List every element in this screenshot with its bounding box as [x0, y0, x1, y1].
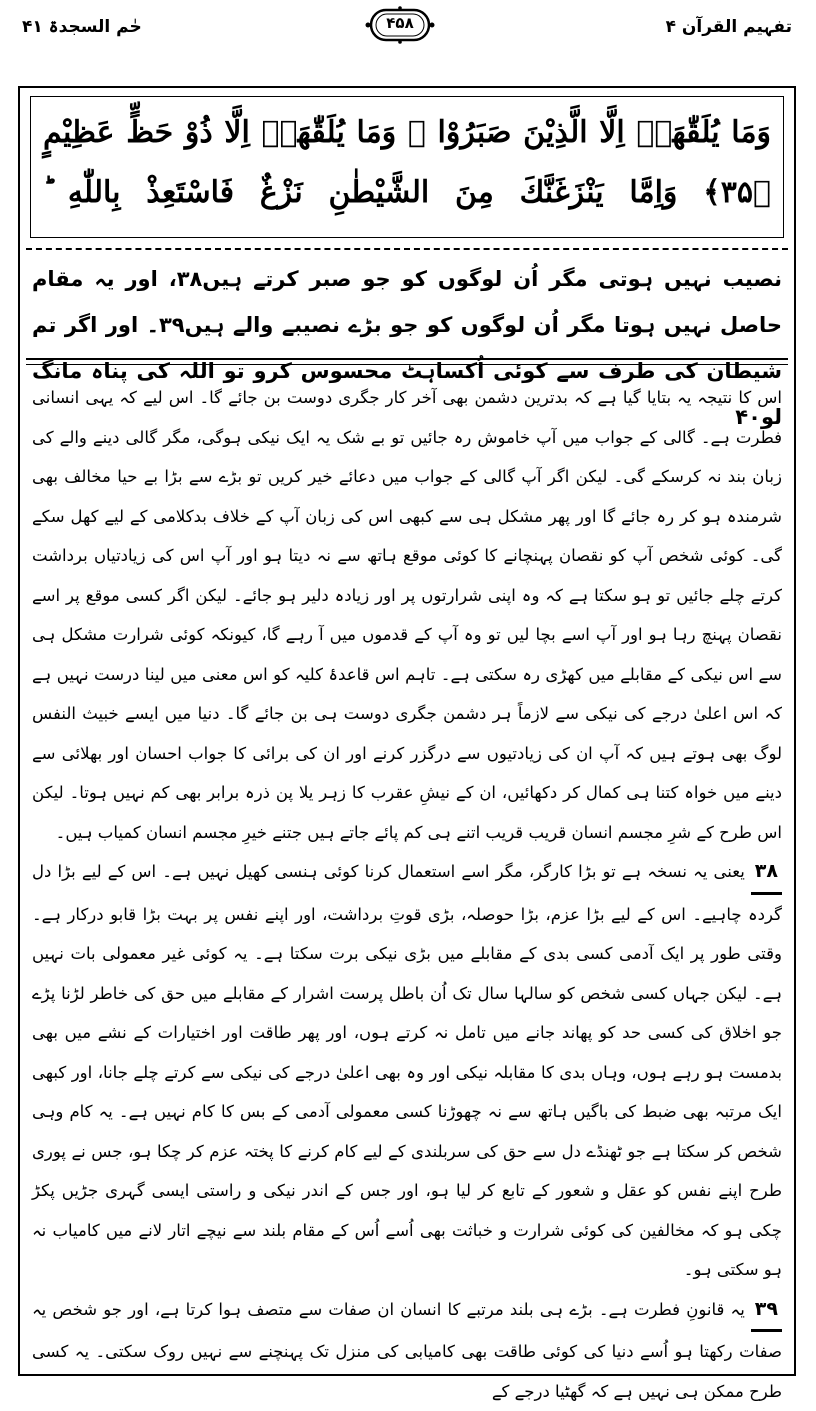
commentary-paragraph: اس کا نتیجہ یہ بتایا گیا ہے کہ بدترین دشمن بھی آخر کار جگری دوست بن جائے گا۔ اس لیے کہ یہی انسانی فطرت ہے۔ گالی کے جواب میں آپ خاموش رہ جائیں تو بے شک یہ ایک نیکی ہوگی، مگر گالی دینے والے کی زبان بند نہ کرسکے گی۔ لیکن اگر آپ گالی کے جواب میں دعائے خیر کریں تو بڑے سے بڑا بے حیا مخالف بھی شرمندہ ہو کر رہ جائے گا اور پھر مشکل ہی سے کبھی اس کی زبان آپ کے خلاف بدکلامی کے لیے کھل سکے گی۔ کوئی شخص آپ کو نقصان پہنچانے کا کوئی موقع ہاتھ سے نہ دیتا ہو اور آپ اس کی زیادتیاں برداشت کرتے چلے جائیں تو ہو سکتا ہے کہ وہ اپنی شرارتوں پر اور زیادہ دلیر ہو جائے۔ لیکن اگر کسی موقع پر اسے نقصان پہنچ رہا ہو اور آپ اسے بچا لیں تو وہ آپ کے قدموں میں آ رہے گا، کیونکہ کوئی شرارت مشکل ہی سے اس نیکی کے مقابلے میں کھڑی رہ سکتی ہے۔ تاہم اس قاعدۂ کلیہ کو اس معنی میں لینا درست نہیں ہے کہ اس اعلیٰ درجے کی نیکی سے لازماً ہر دشمن جگری دوست ہی بن جائے گا۔ دنیا میں ایسے خبیث النفس لوگ بھی ہوتے ہیں کہ آپ ان کی زیادتیوں سے درگزر کرنے اور ان کی برائی کا جواب احسان اور بھلائی سے دینے میں خواہ کتنا ہی کمال کر دکھائیں، ان کے نیشِ عقرب کا زہر یلا پن ذرہ برابر بھی کم نہیں ہوتا۔ لیکن اس طرح کے شرِ مجسم انسان قریب قریب اتنے ہی کم پائے جاتے ہیں جتنے خیرِ مجسم انسان کمیاب ہیں۔: [32, 378, 782, 852]
commentary: [32, 378, 782, 1411]
dashed-divider: [26, 248, 788, 250]
note-number: ۳۹: [751, 1290, 782, 1333]
divider: [26, 358, 788, 360]
page-number-medallion: [365, 6, 435, 44]
surah-title: حٰم السجدۃ ۴۱: [22, 16, 142, 37]
note-text: یعنی یہ نسخہ ہے تو بڑا کارگر، مگر اسے استعمال کرنا کوئی ہنسی کھیل نہیں ہے۔ اس کے لیے بڑا دل گردہ چاہیے۔ اس کے لیے بڑا عزم، بڑا حوصلہ، بڑی قوتِ برداشت، اور اپنے نفس پر بہت بڑا قابو درکار ہے۔ وقتی طور پر ایک آدمی کسی بدی کے مقابلے میں بڑی نیکی برت سکتا ہے۔ یہ کوئی غیر معمولی بات نہیں ہے۔ لیکن جہاں کسی شخص کو سالہا سال تک اُن باطل پرست اشرار کے مقابلے میں حق کی خاطر لڑنا پڑے جو اخلاق کی کسی حد کو پھاند جانے میں تامل نہ کرتے ہوں، اور پھر طاقت اور اختیارات کے نشے میں بھی بدمست ہو رہے ہوں، وہاں بدی کا مقابلہ نیکی اور وہ بھی اعلیٰ درجے کی نیکی سے کرتے چلے جانا، اور کبھی ایک مرتبہ بھی ضبط کی باگیں ہاتھ سے نہ چھوڑنا کسی معمولی آدمی کے بس کا کام نہیں ہے۔ یہ کام وہی شخص کر سکتا ہے جو ٹھنڈے دل سے حق کی سربلندی کے لیے کام کرنے کا پختہ عزم کر چکا ہو، جس نے پوری طرح اپنے نفس کو عقل و شعور کے تابع کر لیا ہو، اور جس کے اندر نیکی و راستی ایسی گہری جڑیں پکڑ چکی ہو کہ مخالفین کی کوئی شرارت و خباثت بھی اُسے اُس کے مقام بلند سے نیچے اتار لانے میں کامیاب نہ ہو سکتی ہو۔: [32, 862, 782, 1279]
urdu-translation: نصیب نہیں ہوتی مگر اُن لوگوں کو جو صبر کرتے ہیں۳۸، اور یہ مقام حاصل نہیں ہوتا مگر اُن لوگوں کو جو بڑے نصیبے والے ہیں۳۹۔ اور اگر تم شیطان کی طرف سے کوئی اُکساہٹ محسوس کرو تو اللہ کی پناہ مانگ لو۴۰: [32, 256, 782, 440]
page-header: [20, 6, 800, 54]
arabic-verse: وَمَا يُلَقّٰهَاۤ اِلَّا الَّذِيْنَ صَبَرُوْا ۚ وَمَا يُلَقّٰهَاۤ اِلَّا ذُوْ حَظٍّ عَظِيْمٍ ﴿۳۵﴾ وَاِمَّا يَنْزَغَنَّكَ مِنَ الشَّيْطٰنِ نَزْغٌ فَاسْتَعِذْ بِاللّٰهِ ؕ: [31, 97, 783, 223]
note-39: [32, 1290, 782, 1411]
content-frame: [18, 86, 796, 1376]
arabic-box: [30, 96, 784, 238]
note-38: [32, 852, 782, 1290]
note-text: یہ قانونِ فطرت ہے۔ بڑے ہی بلند مرتبے کا انسان ان صفات سے متصف ہوا کرتا ہے، اور جو شخص یہ صفات رکھتا ہو اُسے دنیا کی کوئی طاقت بھی کامیابی کی منزل تک پہنچنے سے نہیں روک سکتی۔ یہ کسی طرح ممکن ہی نہیں ہے کہ گھٹیا درجے کے: [32, 1300, 782, 1401]
page-number: ۴۵۸: [365, 14, 435, 32]
book-title: تفہیم القرآن ۴: [666, 16, 792, 37]
note-number: ۳۸: [751, 852, 782, 895]
divider-thin: [26, 364, 788, 365]
